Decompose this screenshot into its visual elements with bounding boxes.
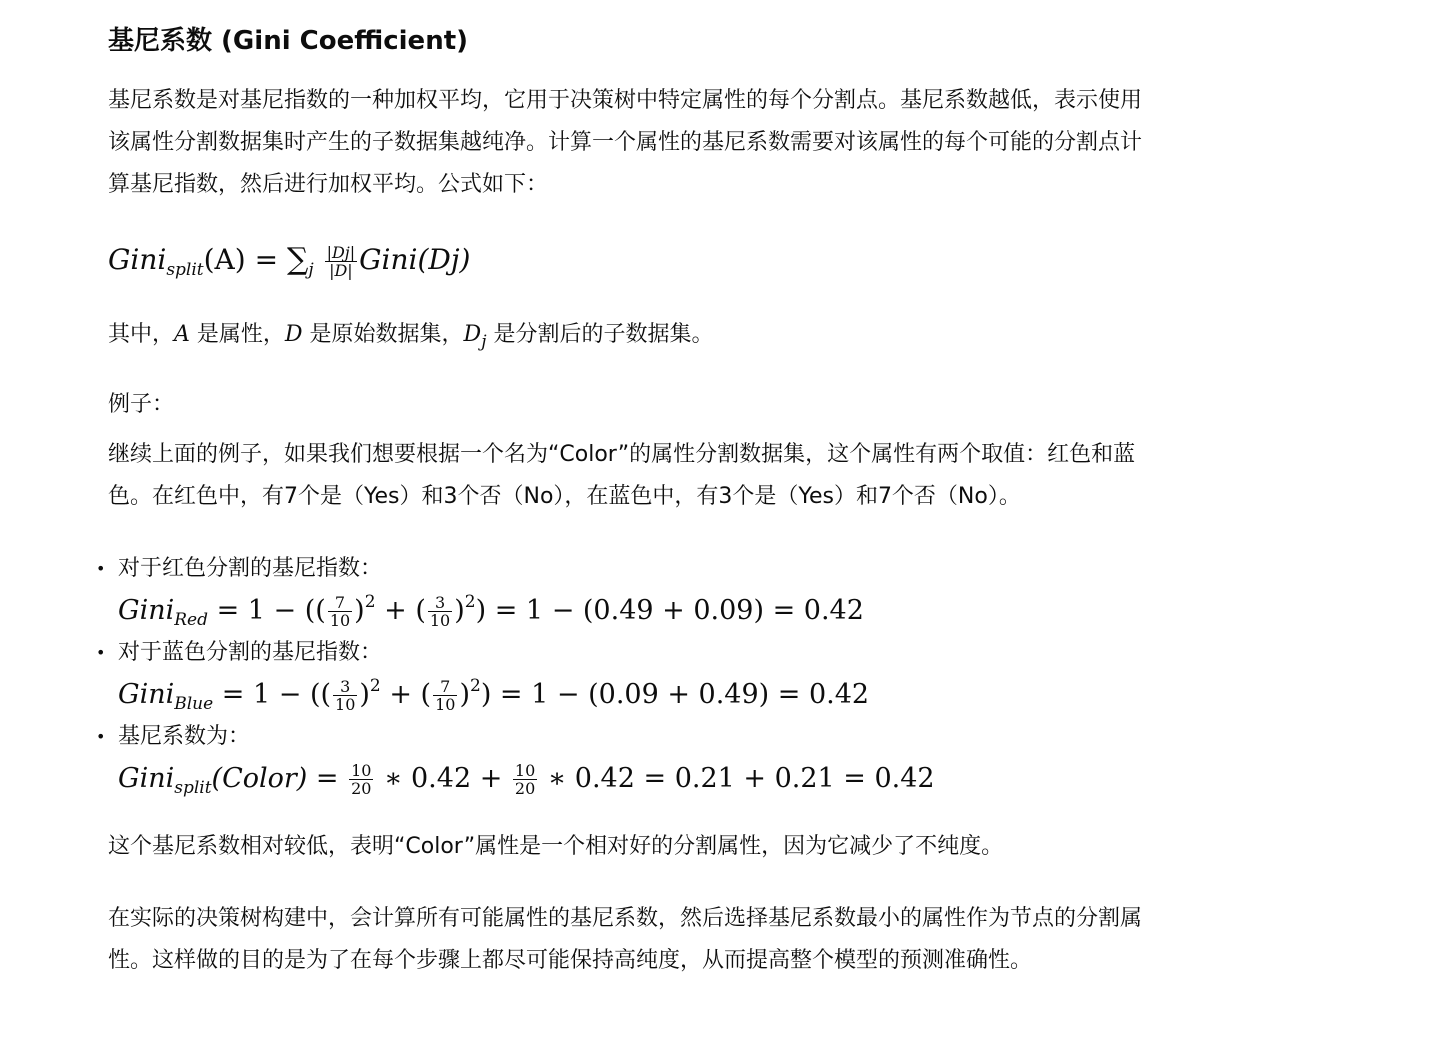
frac-den: 20 (514, 779, 536, 798)
formula-fraction (333, 678, 357, 713)
formula-plus: + ( (375, 595, 426, 626)
frac-den: 10 (435, 695, 456, 714)
list-item (96, 636, 1148, 720)
formula-tail: ) = 1 − (0.49 + 0.09) = 0.42 (475, 595, 864, 626)
frac-den: 20 (351, 779, 372, 798)
frac-num: 7 (328, 594, 352, 612)
formula-eq: = 1 − (( (213, 679, 332, 710)
formula-arg: (A) = (203, 243, 287, 276)
where-var-dj-sub: j (481, 332, 487, 352)
gini-split-formula (108, 236, 1148, 292)
formula-plus: + ( (380, 679, 432, 710)
frac-num: 10 (351, 761, 372, 780)
list-item-formula (118, 586, 1148, 636)
list-item-formula (118, 754, 1148, 804)
formula-fraction (328, 594, 352, 629)
formula-sum-symbol: ∑ (286, 242, 309, 277)
where-var-dj: D (463, 322, 482, 347)
frac-den: 10 (335, 695, 356, 714)
formula-fraction (428, 594, 452, 629)
formula-mid: ) (359, 679, 370, 710)
list-item-label: 对于蓝色分割的基尼指数： (118, 640, 383, 665)
formula-mid: ∗ 0.42 + (375, 763, 511, 794)
formula-sub: Blue (174, 694, 214, 714)
list-item-formula (118, 670, 1148, 720)
formula-exp: 2 (369, 676, 381, 696)
formula-eq: = 1 − (( (207, 595, 326, 626)
formula-arg: (Color) = (211, 763, 348, 794)
bullet-dot-icon: • (96, 727, 106, 746)
formula-sub: Red (174, 610, 208, 630)
formula-mid: ) (459, 679, 470, 710)
frac-den: 10 (329, 611, 351, 630)
list-item-label: 对于红色分割的基尼指数： (118, 556, 383, 581)
formula-frac-num: |Dj| (326, 242, 356, 262)
formula-fraction (325, 244, 358, 279)
where-var-a: A (174, 322, 190, 347)
bullet-dot-icon: • (96, 559, 106, 578)
where-var-d: D (284, 322, 303, 347)
list-item (96, 720, 1148, 804)
example-paragraph: 继续上面的例子，如果我们想要根据一个名为“Color”的属性分割数据集，这个属性有两个取值：红色和蓝色。在红色中，有7个是（Yes）和3个否（No），在蓝色中，有3个是（Yes）和7个否（No）。 (108, 442, 1136, 509)
formula-exp: 2 (469, 676, 481, 696)
where-text-d: 是原始数据集， (302, 322, 464, 347)
formula-fraction (433, 678, 457, 713)
formula-exp: 2 (364, 592, 376, 612)
section-heading: 基尼系数 (Gini Coefficient) (108, 26, 469, 56)
where-prefix: 其中， (108, 322, 175, 347)
where-paragraph (108, 314, 1148, 356)
formula-split-sub: split (166, 260, 204, 280)
formula-gini: Gini (118, 763, 175, 794)
formula-sum-sub: j (308, 260, 314, 280)
calculation-list (96, 552, 1148, 804)
example-label: 例子： (108, 392, 175, 417)
frac-den: 10 (429, 611, 451, 630)
formula-tail: ) = 1 − (0.09 + 0.49) = 0.42 (480, 679, 870, 710)
formula-tail: ∗ 0.42 = 0.21 + 0.21 = 0.42 (539, 763, 935, 794)
formula-gini: Gini (118, 679, 175, 710)
formula-mid: ) (454, 595, 465, 626)
formula-gini: Gini (108, 243, 167, 276)
article-content (96, 0, 1148, 982)
intro-paragraph: 基尼系数是对基尼指数的一种加权平均，它用于决策树中特定属性的每个分割点。基尼系数越低，表示使用该属性分割数据集时产生的子数据集越纯净。计算一个属性的基尼系数需要对该属性的每个可能的分割点计算基尼指数，然后进行加权平均。公式如下： (108, 88, 1143, 197)
formula-frac-den: |D| (329, 260, 353, 280)
conclusion-paragraph: 这个基尼系数相对较低，表明“Color”属性是一个相对好的分割属性，因为它减少了不纯度。 (108, 834, 1004, 859)
where-text-a: 是属性， (189, 322, 285, 347)
formula-fraction (349, 762, 373, 797)
formula-tail: Gini(Dj) (359, 243, 471, 276)
where-text-dj: 是分割后的子数据集。 (486, 322, 714, 347)
bullet-dot-icon: • (96, 643, 106, 662)
frac-num: 10 (514, 761, 536, 780)
list-item-label: 基尼系数为： (118, 724, 251, 749)
formula-gini: Gini (118, 595, 175, 626)
list-item (96, 552, 1148, 636)
formula-mid: ) (354, 595, 365, 626)
frac-num: 3 (333, 678, 357, 696)
final-paragraph: 在实际的决策树构建中，会计算所有可能属性的基尼系数，然后选择基尼系数最小的属性作为节点的分割属性。这样做的目的是为了在每个步骤上都尽可能保持高纯度，从而提高整个模型的预测准确性。 (108, 906, 1143, 973)
formula-sub: split (174, 778, 212, 798)
frac-num: 3 (428, 594, 452, 612)
formula-exp: 2 (464, 592, 476, 612)
frac-num: 7 (433, 678, 457, 696)
formula-fraction (513, 762, 537, 797)
